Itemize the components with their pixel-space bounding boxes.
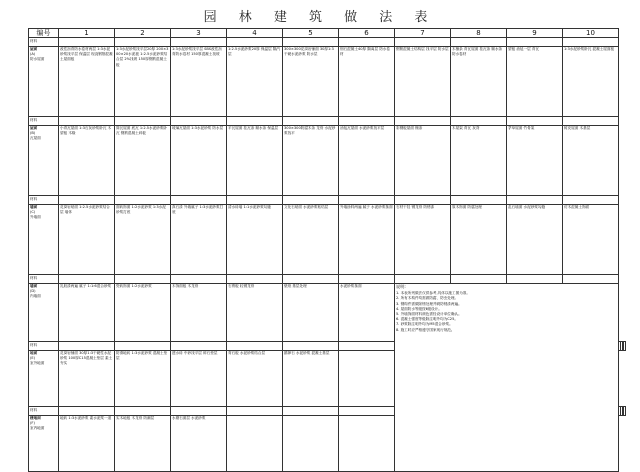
material-cell: [563, 196, 619, 205]
table-cell: 木檩条 青瓦屋面 挂瓦条 顺水条 防水卷材: [451, 47, 507, 117]
table-cell: 树皮屋面 木基层: [563, 126, 619, 196]
material-cell: [339, 342, 395, 351]
material-cell: [115, 196, 171, 205]
column-header: 8: [451, 29, 507, 38]
table-cell: 鹅卵石 水泥砂浆 混凝土基层: [283, 351, 339, 407]
section-sub: (A): [30, 52, 36, 57]
material-cell: [227, 407, 283, 416]
material-cell: [227, 38, 283, 47]
column-header: 5: [283, 29, 339, 38]
table-cell: 透水砖 中砂找平层 碎石垫层: [171, 351, 227, 407]
table-cell: 小青瓦屋面 1:3石灰砂浆卧瓦 木望板 木椽: [59, 126, 115, 196]
table-row: [29, 284, 626, 342]
table-cell: 水泥砂浆抹面: [339, 284, 395, 342]
table-cell: [339, 416, 395, 472]
material-cell: [339, 38, 395, 47]
column-header: 4: [227, 29, 283, 38]
section-sub: (D): [30, 289, 36, 294]
material-cell: [563, 275, 619, 284]
material-cell: [339, 196, 395, 205]
column-header: 6: [339, 29, 395, 38]
table-cell: 水磨石面层 水泥砂浆: [171, 416, 227, 472]
material-cell: [283, 117, 339, 126]
note-item: 5. 外墙饰面材料颜色需经设计单位确认。: [396, 312, 462, 317]
section-header: [29, 47, 59, 117]
material-cell: [171, 196, 227, 205]
column-header: 2: [115, 29, 171, 38]
material-cell: [339, 117, 395, 126]
material-label: 材料: [29, 196, 59, 205]
table-cell: 瓷砖饰面 1:2水泥砂浆: [115, 284, 171, 342]
section-header: [29, 284, 59, 342]
table-cell: 面砖饰面 1:2水泥砂浆 1:3水泥砂浆打底: [115, 205, 171, 275]
table-cell: 彩钢板屋面 檩条: [395, 126, 451, 196]
material-cell: [283, 275, 339, 284]
material-cell: [451, 275, 507, 284]
material-cell: [395, 38, 451, 47]
table-cell: 1:3水泥砂浆找平层20厚 200×300×20水泥板 1:2.5水泥砂浆结合层 2%找坡 150厚钢筋混凝土板: [115, 47, 171, 117]
table-cell: 改性沥青防水卷材两层 1:3水泥砂浆找平层 保温层 现浇钢筋混凝土屋面板: [59, 47, 115, 117]
table-cell: 乱石墙面 水泥砂浆勾缝: [507, 205, 563, 275]
section-header: [29, 351, 59, 407]
material-cell: [283, 196, 339, 205]
material-cell: [171, 407, 227, 416]
table-cell: 筒瓦屋面 底瓦 1:2.5水泥砂浆卧瓦 钢筋混凝土斜板: [115, 126, 171, 196]
material-cell: [624, 407, 626, 416]
section-desc: 室内地面: [30, 426, 45, 431]
section-sub: (E): [30, 356, 36, 361]
table-cell: 细石混凝土40厚 隔离层 防水卷材: [339, 47, 395, 117]
material-cell: [451, 117, 507, 126]
section-desc: 瓦屋面: [30, 136, 41, 141]
section-desc: 外墙面: [30, 215, 41, 220]
table-cell: 原木饰面 防腐处理: [451, 205, 507, 275]
table-cell: 油毡瓦屋面 水泥砂浆找平层: [339, 126, 395, 196]
table-cell: 真石漆 外墙腻子 1:3水泥砂浆打底: [171, 205, 227, 275]
section-desc: 防水屋面: [30, 57, 45, 62]
table-cell: 实木地板 木龙骨 防潮层: [115, 416, 171, 472]
column-header: 3: [171, 29, 227, 38]
table-row: [29, 47, 626, 117]
table-cell: [339, 351, 395, 407]
note-item: 4. 屋面防水等级按Ⅱ级设计。: [396, 306, 442, 311]
table-cell: 地砖 1:3水泥砂浆 素水泥浆一道: [59, 416, 115, 472]
table-row: [29, 205, 626, 275]
material-cell: [563, 38, 619, 47]
table-cell: 木屋架 青瓦 灰背: [451, 126, 507, 196]
table-cell: 300×300防腐木条 龙骨 水泥砂浆找平: [283, 126, 339, 196]
material-row: [29, 117, 626, 126]
table-row: [29, 126, 626, 196]
material-label: 材料: [29, 275, 59, 284]
material-label: 材料: [29, 117, 59, 126]
table-cell: 乳胶漆两遍 腻子 1:1:6混合砂浆: [59, 284, 115, 342]
table-cell: 平瓦屋面 挂瓦条 顺水条 保温层: [227, 126, 283, 196]
material-cell: [115, 342, 171, 351]
material-cell: [171, 117, 227, 126]
table-cell: 壁纸 基层处理: [283, 284, 339, 342]
material-cell: [171, 342, 227, 351]
material-cell: [171, 38, 227, 47]
material-cell: [283, 342, 339, 351]
table-cell: 花岗岩铺面 30厚1:3干硬性水泥砂浆 100厚C15混凝土垫层 素土夯实: [59, 351, 115, 407]
note-item: 7. 砂浆除注明外均为M5混合砂浆。: [396, 322, 453, 327]
section-name: 屋面: [30, 126, 38, 130]
table-cell: [227, 416, 283, 472]
table-cell: 石材干挂 钢龙骨 防锈漆: [395, 205, 451, 275]
material-cell: [115, 407, 171, 416]
material-cell: [451, 196, 507, 205]
material-row: [29, 196, 626, 205]
sheet-title: 园 林 建 筑 做 法 表: [203, 10, 437, 25]
header-row: [29, 29, 626, 38]
note-item: 1. 本表所列做法仅供参考,具体以施工图为准。: [396, 291, 470, 296]
material-cell: [395, 196, 451, 205]
material-cell: [624, 342, 626, 351]
material-cell: [283, 38, 339, 47]
table-cell: 300×300花岗岩铺面 30厚1:3干硬水泥砂浆 防水层: [283, 47, 339, 117]
section-header: [29, 416, 59, 472]
notes-title: 说明:: [396, 284, 406, 289]
material-cell: [339, 407, 395, 416]
table-cell: 防滑地砖 1:3水泥砂浆 混凝土垫层: [115, 351, 171, 407]
column-header: 7: [395, 29, 451, 38]
table-cell: 木饰面板 木龙骨: [171, 284, 227, 342]
column-header: 1: [59, 29, 115, 38]
material-cell: [115, 38, 171, 47]
note-item: 3. 钢构件需做除锈处理并刷防锈漆两遍。: [396, 301, 462, 306]
section-name: 墙面: [30, 205, 38, 209]
material-cell: [227, 196, 283, 205]
material-cell: [227, 342, 283, 351]
material-label: 材料: [29, 407, 59, 416]
table-body: [29, 38, 626, 472]
material-cell: [171, 275, 227, 284]
table-cell: 花岗岩贴面 1:2.5水泥砂浆结合层 墙体: [59, 205, 115, 275]
material-row: [29, 38, 626, 47]
table-cell: 仿木混凝土饰面: [563, 205, 619, 275]
material-cell: [227, 275, 283, 284]
table-cell: 1:2.5水泥砂浆20厚 保温层 隔汽层: [227, 47, 283, 117]
section-sub: (F): [30, 421, 35, 426]
material-cell: [507, 117, 563, 126]
section-header: [29, 126, 59, 196]
material-cell: [59, 342, 115, 351]
material-cell: [115, 275, 171, 284]
material-cell: [395, 275, 451, 284]
section-name: 楼地面: [30, 416, 41, 420]
column-header: 10: [563, 29, 619, 38]
material-cell: [507, 196, 563, 205]
table-cell: [283, 416, 339, 472]
material-cell: [507, 275, 563, 284]
material-cell: [451, 38, 507, 47]
material-cell: [59, 38, 115, 47]
material-cell: [507, 38, 563, 47]
material-row: [29, 275, 626, 284]
material-cell: [59, 196, 115, 205]
note-item: 2. 所有木构件均需做防腐、防虫处理。: [396, 296, 459, 301]
note-item: 8. 施工时应严格遵守国家现行规范。: [396, 327, 455, 332]
material-cell: [395, 117, 451, 126]
material-cell: [59, 407, 115, 416]
column-header: 9: [507, 29, 563, 38]
notes-panel: [395, 284, 619, 472]
section-desc: 内墙面: [30, 294, 41, 299]
table-cell: 茅草屋面 竹骨架: [507, 126, 563, 196]
material-cell: [227, 117, 283, 126]
table-cell: 琉璃瓦屋面 1:3水泥砂浆 防水层: [171, 126, 227, 196]
section-name: 墙面: [30, 284, 38, 288]
section-sub: (C): [30, 210, 36, 215]
section-name: 屋面: [30, 47, 38, 51]
construction-table: [28, 28, 626, 472]
material-cell: [339, 275, 395, 284]
table-cell: 清水砖墙 1:1水泥砂浆勾缝: [227, 205, 283, 275]
material-cell: [59, 275, 115, 284]
material-cell: [563, 117, 619, 126]
table-cell: 青石板 水泥砂浆结合层: [227, 351, 283, 407]
table-cell: 1:3水泥砂浆找平层 SBS改性沥青防水卷材 150厚混凝土找坡: [171, 47, 227, 117]
header-label: 编号: [29, 29, 59, 38]
section-header: [29, 205, 59, 275]
material-cell: [59, 117, 115, 126]
table-cell: 文化石贴面 水泥砂浆粘结层: [283, 205, 339, 275]
material-cell: [283, 407, 339, 416]
table-cell: 望板 油毡一层 青瓦: [507, 47, 563, 117]
section-name: 地面: [30, 351, 38, 355]
material-cell: [115, 117, 171, 126]
section-sub: (B): [30, 131, 36, 136]
note-item: 6. 混凝土强度等级除注明外均为C25。: [396, 317, 458, 322]
table-cell: 钢筋混凝土结构层 找平层 防水层: [395, 47, 451, 117]
material-label: 材料: [29, 38, 59, 47]
table-cell: 石膏板 轻钢龙骨: [227, 284, 283, 342]
material-label: 材料: [29, 342, 59, 351]
section-desc: 室外地面: [30, 361, 45, 366]
table-cell: 外墙涂料两遍 腻子 水泥砂浆抹面: [339, 205, 395, 275]
table-cell: 1:3水泥砂浆卧瓦 混凝土屋面板: [563, 47, 619, 117]
